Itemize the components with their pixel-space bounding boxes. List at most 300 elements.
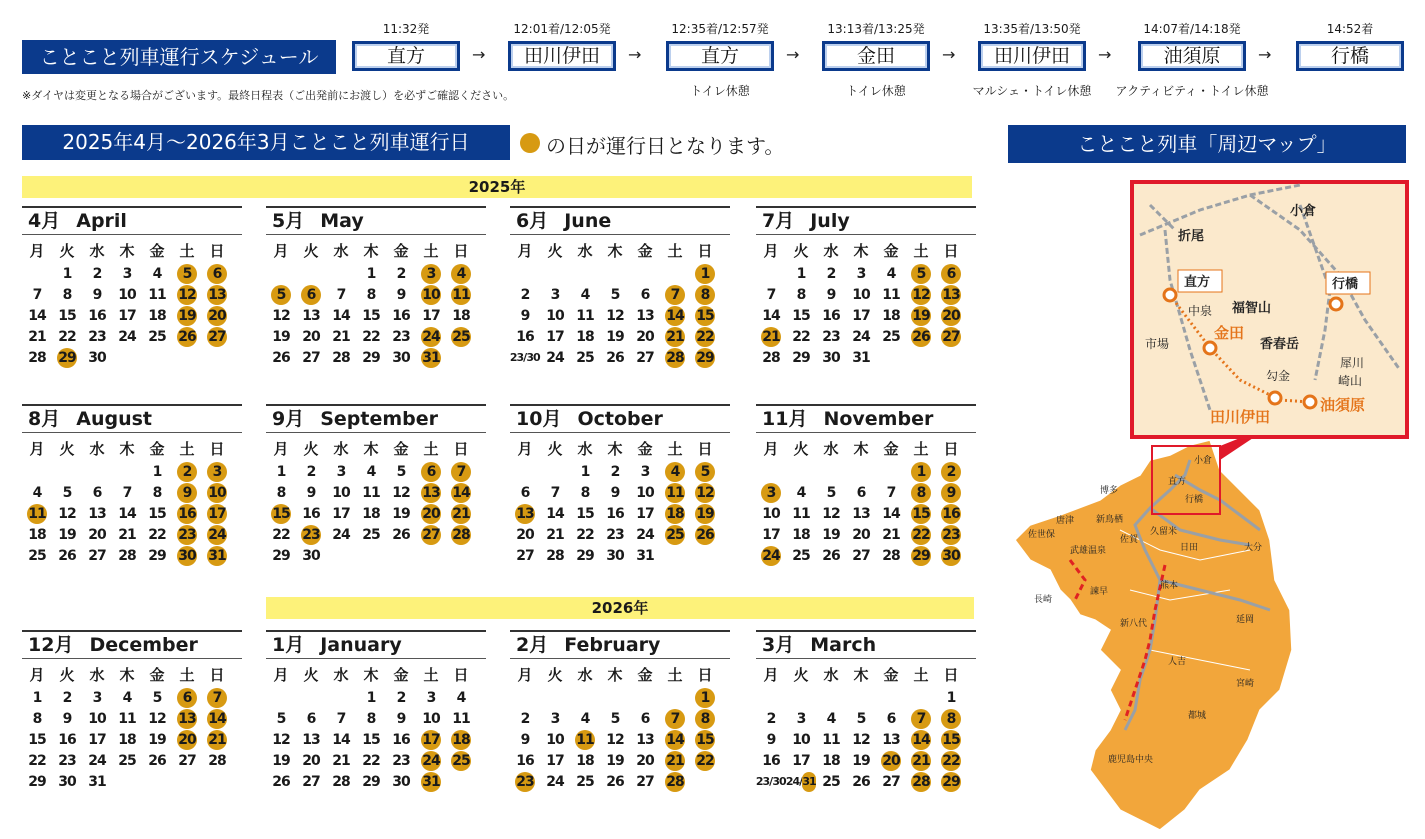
day-number: 8 [152,484,162,501]
operating-day: 20 [882,752,900,769]
calendar-day [540,750,570,771]
calendar-day [386,326,416,347]
calendar-day [416,771,446,792]
calendar-day [386,750,416,771]
day-number: 6 [520,484,530,501]
calendar-day [660,729,690,750]
weekday-label: 日 [453,242,469,260]
day-number: 8 [32,710,42,727]
empty-cell [600,687,630,708]
day-number: 12 [606,731,624,748]
calendar-day [296,482,326,503]
calendar-day [690,503,720,524]
kyushu-label: 新八代 [1120,619,1148,629]
day-number: 2 [610,463,620,480]
operating-day: 17 [208,505,226,522]
calendar-day [22,708,52,729]
calendar-day [266,326,296,347]
surrounding-map [1000,170,1420,835]
calendar-day [690,461,720,482]
day-number: 7 [886,484,896,501]
calendar-day [202,708,232,729]
calendar-day [142,326,172,347]
day-number: 13 [302,731,320,748]
operating-day: 13 [516,505,534,522]
day-number: 12 [272,307,290,324]
day-number: 14 [882,505,900,522]
month-en: February [564,634,661,656]
calendar-day [416,284,446,305]
weekday-label: 月 [273,666,289,684]
operating-day: 22 [912,526,930,543]
month-header [266,206,486,235]
day-number: 11 [452,710,470,727]
day-number: 30 [302,547,320,564]
calendar-day [416,347,446,368]
day-number: 23 [392,752,410,769]
calendar-day [630,305,660,326]
operating-day: 23 [942,526,960,543]
calendar-day [22,771,52,792]
day-number: 4 [826,710,836,727]
day-number: 10 [422,710,440,727]
calendar-day [660,305,690,326]
day-number: 22 [362,328,380,345]
weekday-label: 火 [303,666,319,684]
kyushu-label: 人吉 [1168,657,1187,667]
calendar-day [112,503,142,524]
day-number: 14 [546,505,564,522]
calendar-day [296,750,326,771]
operating-day: 6 [421,462,441,482]
calendar-day [416,524,446,545]
day-number: 16 [822,307,840,324]
day-number: 3 [92,689,102,706]
day-number: 24 [546,773,564,790]
empty-cell [510,687,540,708]
day-number: 21 [882,526,900,543]
day-number: 27 [636,773,654,790]
calendar-day [356,461,386,482]
day-number: 8 [276,484,286,501]
calendar-day [630,347,660,368]
weekday-label: 土 [179,440,195,458]
day-number: 27 [516,547,534,564]
inset-label-ichiba: 市場 [1145,337,1170,351]
day-number: 27 [852,547,870,564]
calendar-day [82,284,112,305]
operating-day: 27 [942,328,960,345]
day-number: 20 [852,526,870,543]
month-grid [22,663,242,792]
calendar-day [600,326,630,347]
operating-day: 29 [696,349,714,366]
day-number: 20 [516,526,534,543]
weekday-label: 水 [577,440,593,458]
weekday-label: 金 [637,440,653,458]
day-number: 7 [122,484,132,501]
calendar-day [906,461,936,482]
calendar-day [936,750,966,771]
calendar-day [660,284,690,305]
kyushu-label: 大分 [1244,543,1263,553]
weekday-label: 日 [697,666,713,684]
calendar-day [510,482,540,503]
calendar-day [936,771,966,792]
operating-day: 29 [912,547,930,564]
calendar-day [816,347,846,368]
calendar-day [266,708,296,729]
calendar-day [296,461,326,482]
day-number: 25 [28,547,46,564]
inset-label-yusubaru: 油須原 [1320,396,1366,414]
day-number: 27 [302,349,320,366]
calendar-day [52,284,82,305]
calendar-day [266,545,296,566]
day-number: 10 [792,731,810,748]
kyushu-label: 小倉 [1194,456,1213,466]
day-number: 29 [362,773,380,790]
day-number: 13 [636,731,654,748]
operating-day: 1 [695,688,715,708]
calendar-day [22,545,52,566]
kyushu-label: 武雄温泉 [1070,546,1107,556]
calendar-day [756,503,786,524]
operating-day: 10 [208,484,226,501]
calendar-day [876,284,906,305]
calendar-day [660,524,690,545]
month-grid [510,239,730,368]
day-number: 17 [332,505,350,522]
day-number: 22 [792,328,810,345]
calendar-day [326,503,356,524]
operating-day: 13 [422,484,440,501]
calendar-day [202,482,232,503]
operating-day: 22 [696,752,714,769]
calendar-day [416,687,446,708]
station-note: アクティビティ・トイレ休憩 [1115,84,1269,98]
calendar-day [142,305,172,326]
empty-cell [906,687,936,708]
calendar-day [630,503,660,524]
station-time: 14:07着/14:18発 [1143,22,1241,36]
day-number: 27 [636,349,654,366]
weekday-label: 土 [913,242,929,260]
calendar-day [172,284,202,305]
day-number: 20 [88,526,106,543]
weekday-label: 土 [423,440,439,458]
day-number: 29 [576,547,594,564]
day-number: 16 [88,307,106,324]
calendar-day [82,687,112,708]
inset-label-kokura: 小倉 [1290,204,1317,219]
calendar-day [326,708,356,729]
month-en: June [564,210,612,232]
station-box: 金田 [822,41,930,71]
calendar-day [876,750,906,771]
day-number: 25 [148,328,166,345]
operating-day: 22 [942,752,960,769]
calendar-day [690,708,720,729]
weekday-label: 金 [149,666,165,684]
day-number: 19 [58,526,76,543]
day-number: 31 [88,773,106,790]
calendar-day [816,729,846,750]
inset-label-nakaizumi: 中泉 [1188,304,1213,318]
kyushu-label: 直方 [1168,477,1187,487]
operating-day: 14 [208,710,226,727]
empty-cell [660,687,690,708]
calendar-day [416,461,446,482]
day-number: 1 [276,463,286,480]
calendar-day [936,482,966,503]
day-number: 20 [302,328,320,345]
month-grid [510,437,730,566]
calendar-day [326,771,356,792]
day-number: 9 [826,286,836,303]
station-time: 12:35着/12:57発 [671,22,769,36]
day-number: 24 [88,752,106,769]
day-number: 28 [882,547,900,564]
month-grid [266,239,486,368]
operating-day: 6 [301,285,321,305]
calendar-day [416,326,446,347]
empty-cell [786,461,816,482]
day-number: 9 [396,286,406,303]
day-number: 24 [636,526,654,543]
arrow-icon: → [1098,45,1112,64]
calendar-day [660,347,690,368]
calendar-day [690,687,720,708]
day-number: 9 [520,307,530,324]
calendar-title: 2025年4月〜2026年3月ことこと列車運行日 [22,125,510,160]
day-number: 7 [766,286,776,303]
calendar-day [446,503,476,524]
weekday-label: 月 [273,242,289,260]
weekday-label: 金 [883,666,899,684]
weekday-label: 木 [119,242,135,260]
operating-day: 25 [452,328,470,345]
weekday-label: 木 [363,242,379,260]
day-number: 12 [606,307,624,324]
empty-cell [82,461,112,482]
weekday-label: 火 [303,440,319,458]
calendar-day [202,524,232,545]
operating-day: 8 [941,709,961,729]
calendar-day [326,461,356,482]
calendar-day [266,729,296,750]
calendar-day [416,750,446,771]
calendar-day [510,326,540,347]
station-box: 行橋 [1296,41,1404,71]
day-number: 8 [366,710,376,727]
day-number: 16 [392,731,410,748]
calendar-day [52,750,82,771]
weekday-label: 木 [119,666,135,684]
month-jp: 5月 [272,210,305,232]
inset-label-fukuchiyama: 福智山 [1232,301,1272,316]
day-number: 3 [336,463,346,480]
month-jp: 3月 [762,634,795,656]
calendar-day [540,284,570,305]
operating-day: 6 [941,264,961,284]
day-number: 12 [272,731,290,748]
calendar-day [540,524,570,545]
empty-cell [326,263,356,284]
day-number: 15 [362,307,380,324]
day-number: 6 [640,710,650,727]
month-en: December [89,634,198,656]
operating-day: 8 [695,709,715,729]
day-number: 5 [826,484,836,501]
calendar-day [112,687,142,708]
calendar-day [906,708,936,729]
kyushu-label: 博多 [1100,486,1119,496]
station-time: 13:13着/13:25発 [827,22,925,36]
month-header [756,630,976,659]
calendar-day [756,347,786,368]
day-number: 25 [118,752,136,769]
calendar-day [22,347,52,368]
calendar-day [266,461,296,482]
calendar-day [660,482,690,503]
month-en: July [810,210,850,232]
weekday-label: 月 [517,242,533,260]
calendar-day [936,729,966,750]
weekday-label: 土 [667,242,683,260]
calendar-day [816,503,846,524]
calendar-day [660,708,690,729]
day-number: 1 [152,463,162,480]
operating-day: 28 [666,349,684,366]
calendar-day [906,503,936,524]
calendar-day [786,305,816,326]
calendar-day [22,687,52,708]
calendar-day [876,326,906,347]
day-number: 23/ [755,775,773,788]
day-number: 17 [118,307,136,324]
month-calendar [756,206,976,368]
day-number: 9 [396,710,406,727]
calendar-day [416,482,446,503]
kyushu-label: 行橋 [1185,495,1204,505]
month-jp: 8月 [28,408,61,430]
day-number: 28 [118,547,136,564]
calendar-day [846,326,876,347]
day-number: 21 [332,328,350,345]
day-number: 4 [366,463,376,480]
calendar-day [540,482,570,503]
empty-cell [816,461,846,482]
calendar-day [266,284,296,305]
empty-cell [540,687,570,708]
day-number: 12 [148,710,166,727]
weekday-label: 日 [209,440,225,458]
weekday-label: 日 [943,440,959,458]
calendar-day [906,263,936,284]
station-box: 田川伊田 [508,41,616,71]
calendar-day [112,326,142,347]
weekday-label: 日 [209,666,225,684]
station-note: マルシェ・トイレ休憩 [972,84,1092,98]
empty-cell [266,687,296,708]
calendar-day [906,305,936,326]
calendar-day [446,729,476,750]
day-number: 5 [610,286,620,303]
day-number: 7 [32,286,42,303]
day-number: 18 [576,328,594,345]
inset-label-kawaradake: 香春岳 [1260,337,1300,352]
day-number: 3 [640,463,650,480]
calendar-day [22,750,52,771]
calendar-day [786,503,816,524]
operating-day: 20 [422,505,440,522]
calendar-day [22,503,52,524]
month-header [22,404,242,433]
day-number: 29 [148,547,166,564]
day-number: 23 [822,328,840,345]
calendar-day [906,284,936,305]
calendar-day [82,750,112,771]
operating-day: 16 [942,505,960,522]
calendar-day [846,482,876,503]
calendar-day [570,524,600,545]
calendar-day [296,326,326,347]
operating-day: 6 [177,688,197,708]
weekday-label: 金 [393,440,409,458]
calendar-day [296,284,326,305]
calendar-day [142,263,172,284]
day-number: 1 [32,689,42,706]
weekday-label: 木 [607,440,623,458]
month-header [22,206,242,235]
calendar-day [690,263,720,284]
weekday-label: 木 [607,242,623,260]
calendar-day [510,729,540,750]
inset-label-sakiyama: 崎山 [1338,374,1363,388]
calendar-day [690,284,720,305]
kyushu-label: 佐世保 [1028,530,1056,540]
day-number: 16 [58,731,76,748]
day-number: 9 [766,731,776,748]
calendar-day [202,729,232,750]
day-number: 15 [576,505,594,522]
calendar-day [816,545,846,566]
day-number: 28 [332,349,350,366]
day-number: 14 [118,505,136,522]
station-time: 11:32発 [382,22,430,36]
operating-day: 18 [666,505,684,522]
weekday-label: 土 [423,242,439,260]
month-en: January [320,634,402,656]
kyushu-label: 久留米 [1150,527,1178,537]
calendar-day [82,482,112,503]
operating-day: 17 [422,731,440,748]
calendar-day [446,461,476,482]
day-number: 18 [882,307,900,324]
weekday-label: 火 [547,242,563,260]
calendar-day [142,708,172,729]
station-box: 田川伊田 [978,41,1086,71]
day-number: 31 [636,547,654,564]
legend-dot-icon [520,133,540,153]
map-title: ことこと列車「周辺マップ」 [1008,125,1406,163]
day-number: 18 [118,731,136,748]
day-number: 22 [28,752,46,769]
calendar-day [142,687,172,708]
operating-day: 21 [452,505,470,522]
day-number: 28 [332,773,350,790]
